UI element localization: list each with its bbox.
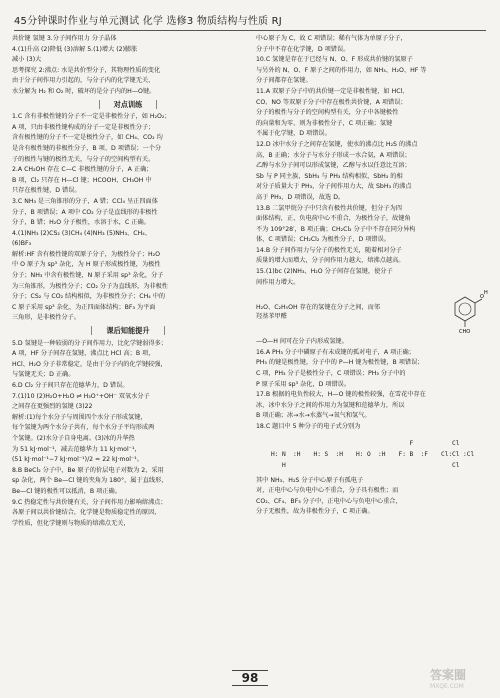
atom-left: H:	[356, 450, 364, 458]
cho-label: CHO	[459, 329, 471, 336]
text-line: (6)BF₃	[12, 240, 32, 248]
text-line: 分子中不存在化学键，D 项错误。	[256, 45, 350, 53]
text-line: HCl、H₂O 分子非常稳定，是由于分子内的化学键较强，	[12, 360, 167, 368]
text-line: B 项，Cl₂ 只存在 H—Cl 键；HCOOH、CH₃OH 中	[12, 176, 152, 184]
text-line: (51 kJ·mol⁻¹−7 kJ·mol⁻¹)/2 = 22 kJ·mol⁻¹。	[12, 456, 143, 464]
atom-left: F:	[398, 450, 406, 458]
diagram-caption	[256, 303, 442, 322]
text-line: Be—Cl 键的极性可以抵消，B 项正确。	[12, 487, 121, 495]
text-line: 与氢键无关；D 正确。	[12, 371, 75, 379]
text-line: 面体结构，正、负电荷中心不重合，为极性分子，故键角	[256, 215, 411, 223]
atom-top: Cl	[452, 439, 460, 447]
text-line: 对分子质量大于 PH₃，分子间作用力大，故 SbH₃ 的沸点	[256, 183, 412, 191]
text-line: 9.C 热稳定性与共价键有关，分子间作用力影响熔沸点；	[12, 498, 167, 506]
text-line: 与另外的 N、O、F 原子之间的作用力，如 NH₃、H₂O、HF 等	[256, 66, 427, 74]
text-line: 为 51 kJ·mol⁻¹，减去范德华力 11 kJ·mol⁻¹，	[12, 445, 141, 453]
benzene-ring-structure	[442, 289, 488, 335]
electron-formula-1	[270, 437, 300, 471]
aromatic-circle	[459, 303, 471, 315]
text-line: A 项，只由非极性键构成的分子一定是非极性分子；	[12, 123, 155, 131]
text-line: 7.(1)10 (2)H₂O+H₂O ⇌ H₃O⁺+OH⁻ 双氧水分子	[12, 392, 150, 400]
benzene-ring-shape	[455, 297, 475, 321]
page-number	[0, 671, 500, 685]
text-line: 学性质，但化学键则与物质的熔沸点无关，	[12, 519, 130, 527]
text-line: 8.B BeCl₂ 分子中，Be 原子的价层电子对数为 2，采用	[12, 466, 164, 474]
text-line: B 项正确；冰→水→水蒸气→氧气和氢气。	[256, 412, 371, 420]
atom-center: O	[367, 450, 371, 458]
atom-center: N	[282, 450, 286, 458]
text-line: 的向量和为零，则为非极性分子，C 项正确；氢键	[256, 119, 393, 127]
electron-formula-2	[313, 437, 343, 471]
text-line: 分子；CS₂ 与 CO₂ 结构相似，为非极性分子；CH₄ 中的	[12, 293, 166, 301]
text-line: 不属于化学键，D 项错误。	[256, 130, 331, 138]
text-line: 解析:(1)每个水分子与周围四个水分子形成氢键，	[12, 413, 147, 421]
text-line: 中心原子为 C，故 C 项错误；稀有气体为单原子分子，	[256, 35, 407, 42]
text-line: 5.D 氢键是一种较弱的分子间作用力，比化学键弱得多；	[12, 339, 167, 347]
text-line: 11.A 双原子分子中的共价键一定是非极性键，如 HCl、	[256, 87, 409, 95]
text-line: 共价键 氢键 3.分子间作用力 分子晶体	[12, 35, 117, 42]
text-line: 分子的极性与分子的空间构型有关，分子中各键极性	[256, 109, 399, 117]
text-line: 减小 (3)大	[12, 56, 42, 64]
text-line: 分子，B 项错误；A 项中 CO₂ 分子是直线形的非极性	[12, 208, 158, 216]
watermark-text: 答案圈	[430, 668, 467, 682]
left-column	[12, 34, 244, 529]
text-line: 分子，B 错；H₂O 分子极性，水溶于水，C 正确。	[12, 219, 150, 227]
text-line: 只存在极性键，D 错误。	[12, 187, 81, 195]
text-line: 中 O 原子为 sp³ 杂化，为 H 原子形成极性键，为极性	[12, 261, 161, 269]
text-line: 高，B 正确；水分子与水分子形成一水合氨，A 项错误；	[256, 151, 411, 159]
text-line: 15.(1)bc (2)NH₃、H₂O 分子间存在氢键，使分子	[256, 268, 393, 276]
electron-formula-3	[355, 437, 385, 471]
text-line: 4.(1)NH₃ (2)CS₂ (3)CH₄ (4)NH₃ (5)NH₃、CH₄、	[12, 229, 151, 237]
text-line: 乙醇与水分子间可以形成氢键，乙醇与水以任意比互溶；	[256, 162, 411, 170]
text-line: 分子间都存在氢键。	[256, 77, 312, 85]
text-line: Sb 与 P 同主族，SbH₃ 与 PH₃ 结构相似，SbH₃ 的相	[256, 172, 403, 180]
section-heading	[12, 100, 244, 110]
text-line: CO、NO 等双原子分子中存在极性共价键，A 项错误；	[256, 98, 407, 106]
hydroxybenzaldehyde-diagram	[256, 289, 488, 335]
text-line: 不为 109°28′，B 项正确；CH₂Cl₂ 分子中不存在同分异构	[256, 225, 416, 233]
atom-center: Cl	[452, 450, 460, 458]
section-heading-label: 课后知能提升	[91, 326, 164, 335]
electron-formula-5	[440, 437, 475, 471]
diagram-caption-2: 羟基苯甲醛	[256, 313, 287, 321]
text-line: 1.C 含有非极性键的分子不一定是非极性分子，如 H₂O₂；	[12, 113, 171, 121]
hydrogen-label: H	[484, 290, 488, 297]
atom-bottom: Cl	[452, 461, 460, 469]
text-line: PH₃ 的键是极性键，分子中的 P—H 键为极性键，B 项错误；	[256, 359, 424, 367]
text-line: 为三角锥形，为极性分子；CO₂ 分子为直线形，为非极性	[12, 282, 168, 290]
atom-center: B	[409, 450, 414, 458]
text-line: 对，正电中心与负电中心不重合，分子具有极性；而	[256, 487, 399, 495]
atom-right: :H	[293, 450, 301, 458]
text-line: 由于分子间作用力引起的，与分子内的化学键无关，	[12, 77, 155, 85]
text-line: 12.D 冰中水分子之间存在氢键，使水的沸点比 H₂S 的沸点	[256, 140, 418, 148]
text-line: 分子无极性，故为非极性分子，C 项正确。	[256, 508, 374, 516]
text-line: 2.A CH₂OH 存在 C—C 非极性键的分子，A 正确；	[12, 166, 153, 174]
text-line: CO₂、CF₄、BF₃ 分子中，正电中心与负电中心重合，	[256, 497, 402, 505]
text-line: 3.C NH₃ 是三角锥形的分子，A 错；CCl₄ 呈正四面体	[12, 197, 158, 205]
text-line: 14.B 分子间作用力与分子的极性无关，随着相对分子	[256, 246, 402, 254]
text-line: 个氢键。(2)水分子自身电离。(3)冰的升华热	[12, 434, 135, 442]
text-line: 之间存在更强烈的氢键 (3)22	[12, 403, 93, 411]
text-line: 其中 NH₃、H₂S 分子中心原子有孤电子	[256, 476, 364, 484]
page-number-label: 98	[232, 670, 269, 686]
section-heading	[12, 326, 244, 336]
atom-top: F	[409, 439, 414, 447]
text-line: 三角形，是非极性分子。	[12, 314, 81, 322]
electron-formulas	[270, 434, 475, 474]
text-line: 16.A PH₃ 分子中磷原子有未成键的孤对电子，A 项正确；	[256, 348, 415, 356]
text-line: 18.C 题目中 5 种分子的电子式分别为	[256, 423, 361, 430]
text-line: 质量的增大而增大，分子间作用力越大，熔沸点越高。	[256, 257, 405, 265]
text-line: 10.C 氢键是存在于已经与 N、O、F 形成共价键的氢原子	[256, 56, 413, 64]
text-line: 思考探究 2:沸点: 水是共价型分子，其物理性质的变化	[12, 66, 161, 74]
text-line: 子的极性与键的极性无关，与分子的空间构型有关。	[12, 155, 155, 163]
text-line: C 原子采用 sp³ 杂化，为正四面体结构；BF₃ 为平面	[12, 303, 156, 311]
text-line: 13.B 二氯甲烷分子中只含有极性共价键，但分子为四	[256, 204, 402, 212]
text-line: 每个氢键为两个水分子共有，每个水分子平均形成两	[12, 424, 155, 432]
text-line: 体，C 项错误；CH₂Cl₂ 为极性分子，D 项错误。	[256, 236, 390, 244]
watermark-url: MXQE.COM	[430, 683, 464, 690]
atom-left: H:	[313, 450, 321, 458]
text-line: 17.B 根据的电负性较大，H—O 键的极性较强，在雪花中存在	[256, 391, 426, 399]
atom-right: :H	[335, 450, 343, 458]
text-line: 分子；NH₃ 中含有极性键，N 原子采用 sp³ 杂化，分子	[12, 272, 164, 280]
atom-right: :H	[378, 450, 386, 458]
text-line: C 项，PH₃ 分子是极性分子，C 项错误；PH₃ 分子中的	[256, 370, 406, 378]
diagram-caption-1: H₂O、C₂H₅OH 存在的氢键在分子之间，而邻	[256, 303, 381, 311]
right-column	[256, 34, 488, 518]
text-line: 间作用力增大。	[256, 278, 300, 286]
text-line: 解析:HF 含有极性键的双原子分子，为极性分子；H₂O	[12, 250, 161, 258]
oxygen-label: O	[480, 294, 484, 301]
text-line: 6.D Cl₂ 分子间只存在范德华力，D 错误。	[12, 382, 129, 389]
text-line: sp 杂化，两个 Be—Cl 键的夹角为 180°，属于直线形，	[12, 477, 168, 485]
atom-right: :F	[420, 450, 428, 458]
atom-left: H:	[271, 450, 279, 458]
text-line: P 原子采用 sp³ 杂化，D 项错误。	[256, 380, 351, 388]
text-line: A 项，HF 分子间存在氢键，沸点比 HCl 高；B 项，	[12, 350, 155, 358]
atom-left: Cl:	[441, 450, 453, 458]
atom-bottom: H	[282, 461, 286, 469]
electron-formula-4	[398, 437, 428, 471]
text-line: 是含有极性键的非极性分子，B 项、D 项错误；一个分	[12, 144, 162, 152]
text-line: 含有极性键的分子不一定是极性分子，如 CH₄、CO₂ 均	[12, 134, 163, 142]
text-line: —O—H 间可在分子内形成氢键。	[256, 338, 348, 346]
text-line: 各原子间以共价键结合，化学键是物质稳定性的原因，	[12, 509, 161, 517]
watermark-logo	[430, 666, 494, 694]
text-line: 高于 PH₃，D 项错误，故选 D。	[256, 193, 345, 201]
text-line: 水分解为 H₂ 和 O₂ 时，破坏的是分子内的H—O键。	[12, 87, 156, 95]
atom-right: :Cl	[463, 450, 475, 458]
text-line: 4.(1)升高 (2)降低 (3)溶解 5.(1)增大 (2)膨胀	[12, 45, 138, 53]
atom-center: S	[324, 450, 329, 458]
text-line: 冰，冰中水分子之间的作用力为氢键和范德华力，所以	[256, 401, 405, 409]
section-heading-label: 对点训练	[99, 100, 158, 109]
page-header: 45分钟课时作业与单元测试 化学 选修3 物质结构与性质 RJ	[14, 12, 486, 31]
